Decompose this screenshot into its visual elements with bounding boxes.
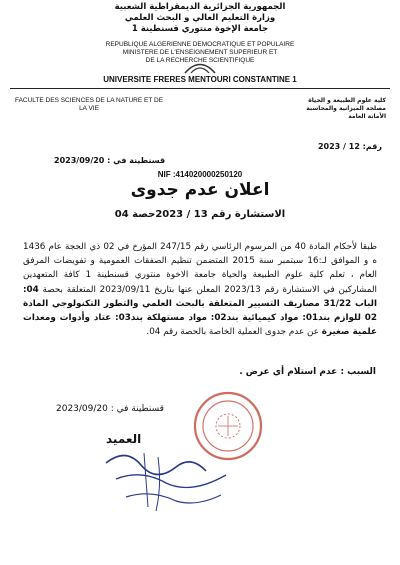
faculty-fr-line1: FACULTE DES SCIENCES DE LA NATURE ET DE	[14, 97, 164, 104]
republic-header-ar: الجمهورية الجزائرية الديمقراطية الشعبية	[114, 2, 286, 12]
nif-number: NIF :414020000250120	[157, 170, 243, 179]
university-name: UNIVERSITE FRERES MENTOURI CONSTANTINE 1	[103, 75, 297, 84]
reference-number: رقم: 12 / 2023	[317, 142, 382, 151]
university-logo-icon	[183, 58, 217, 74]
research-header-fr: DE LA RECHERCHE SCIENTIFIQUE	[145, 57, 255, 64]
dean-title: العميد	[106, 432, 142, 446]
cause-statement: السبب : عدم استلام أي عرض .	[239, 367, 376, 377]
body-part1: طبقا لأحكام المادة 40 من المرسوم الرئاسي رقم 247/15 المؤرخ في 02 ذي الحجة عام 1436 ه و الموافق لـ:16 سبتمبر سنة 2015 المتضمن تنظيم الصفقات العمومية و تفويضات المرفق العام ، تعلم كلية علوم الطبيعة والحياة جامعة الاخوة منتوري قسنطينة 1 كافة المتعهدين المشاركين في الاستشارة رقم 2023/13 المعلن عنها بتاريخ 2023/09/11 المتعلقة بحصة	[23, 242, 378, 295]
body-lot-details: 04: الباب 31/22 مصاريف التسيير المتعلقة بالبحث العلمي والتطور التكنولوجي المادة 02 للوازم بند01: مواد كيميائية بند02: مواد مستهلكة بند03: عتاد وأدوات ومعدات علمية صغيرة	[23, 284, 377, 338]
ministry-header-ar: وزارة التعليم العالي و البحث العلمي	[124, 13, 276, 23]
dean-signature-icon	[96, 445, 241, 515]
consultation-subtitle: الاستشارة رقم 13 / 2023حصة 04	[114, 209, 286, 220]
faculty-name-ar	[276, 97, 386, 121]
faculty-ar-line3: الأمانة العامة	[348, 113, 386, 120]
header-divider	[10, 88, 390, 89]
body-part2: عن عدم جدوى العملية الخاصة بالحصة رقم 04.	[146, 327, 322, 338]
faculty-fr-line2: LA VIE	[79, 105, 99, 112]
ministry-header-fr: MINISTERE DE L'ENSEIGNEMENT SUPERIEUR ET	[122, 49, 278, 56]
signing-date: قسنطينة في : 2023/09/20	[56, 404, 164, 414]
university-header-ar: جامعة الإخوة منتوري قسنطينة 1	[131, 24, 269, 34]
faculty-ar-line2: مصلحة الميزانية والمحاسبة	[306, 105, 386, 112]
faculty-name-fr	[14, 97, 164, 113]
page-title: اعلان عدم جدوى	[130, 180, 270, 200]
announcement-body	[23, 240, 377, 339]
issue-date-top: قسنطينة في : 2023/09/20	[54, 156, 166, 165]
faculty-ar-line1: كلية علوم الطبيعة و الحياة	[308, 97, 386, 104]
republic-header-fr: REPUBLIQUE ALGERIENNE DEMOCRATIQUE ET POPULAIRE	[105, 41, 295, 48]
